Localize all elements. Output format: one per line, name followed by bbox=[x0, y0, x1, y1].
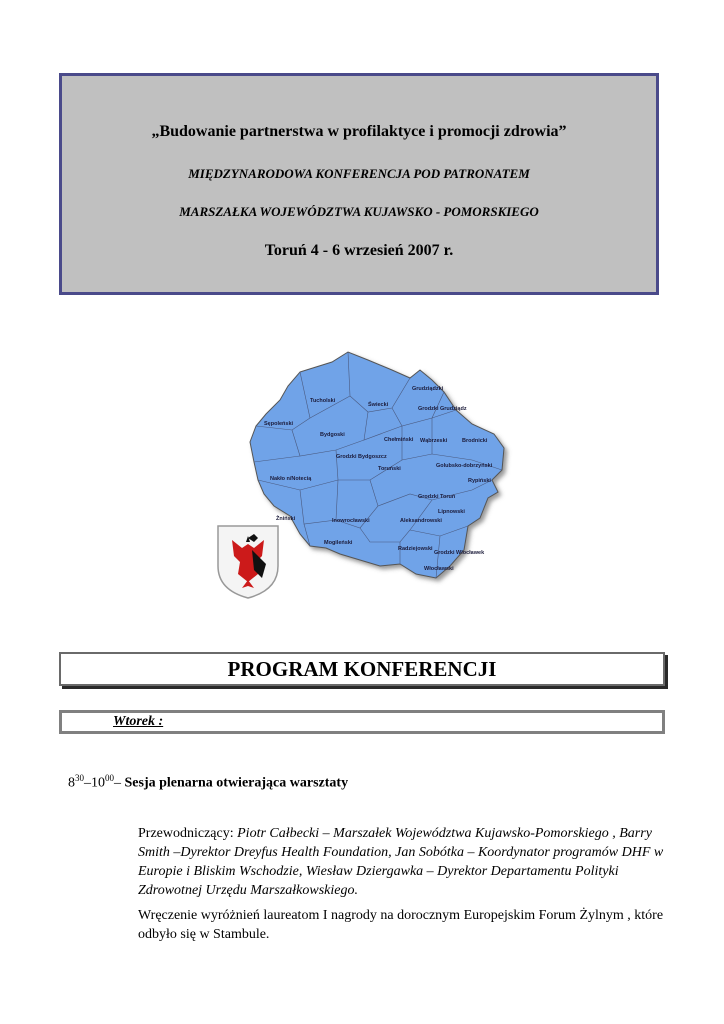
county-label: Lipnowski bbox=[438, 509, 465, 515]
county-label: Grodzki Bydgoszcz bbox=[336, 454, 387, 460]
county-label: Grodzki Toruń bbox=[418, 494, 456, 500]
county-label: Golubsko-dobrzyński bbox=[436, 463, 493, 469]
county-label: Chełmiński bbox=[384, 437, 414, 443]
county-label: Włocławski bbox=[424, 566, 454, 572]
county-label: Grodzki Włocławek bbox=[434, 550, 485, 556]
county-label: Sępoleński bbox=[264, 421, 294, 427]
county-label: Toruński bbox=[378, 466, 401, 472]
day-label: Wtorek : bbox=[113, 714, 164, 729]
session-end-hour: 10 bbox=[91, 775, 105, 791]
county-label: Tucholski bbox=[310, 398, 336, 404]
session-end-minute: 00 bbox=[105, 773, 114, 783]
county-label: Żniński bbox=[276, 516, 296, 522]
session-separator: – bbox=[84, 775, 91, 791]
county-label: Inowrocławski bbox=[332, 518, 370, 524]
county-label: Nakło n/Notecią bbox=[270, 476, 312, 482]
chairs-list: Piotr Całbecki – Marszałek Województwa Kujawsko-Pomorskiego , Barry Smith –Dyrektor Dreyfus Health Foundation, Jan Sobótka – Koordynator programów DHF w Europie i Bliskim Wschodzie, Wiesław Dziergawka – Dyrektor Departamentu Polityki Zdrowotnej Urzędu Marszałkowskiego. bbox=[138, 826, 664, 898]
chairs-lead: Przewodniczący: bbox=[138, 826, 238, 841]
program-heading: PROGRAM KONFERENCJI bbox=[227, 657, 497, 681]
chairs-paragraph bbox=[138, 824, 668, 900]
voivodeship-map bbox=[240, 330, 520, 590]
conference-title: „Budowanie partnerstwa w profilaktyce i promocji zdrowia” bbox=[151, 123, 567, 140]
eagle-crest-icon bbox=[214, 522, 282, 600]
county-label: Grodzki Grudziądz bbox=[418, 406, 467, 412]
session-start-hour: 8 bbox=[68, 775, 75, 791]
county-label: Grudziądzki bbox=[412, 386, 444, 392]
session-line bbox=[68, 773, 348, 792]
session-title: Sesja plenarna otwierająca warsztaty bbox=[124, 775, 349, 791]
patronage-line-1: MIĘDZYNARODOWA KONFERENCJA POD PATRONATEM bbox=[188, 166, 530, 181]
county-label: Świecki bbox=[368, 402, 389, 408]
conference-header-box bbox=[59, 73, 659, 295]
session-start-minute: 30 bbox=[75, 773, 84, 783]
day-header-box bbox=[59, 710, 665, 734]
county-label: Brodnicki bbox=[462, 438, 488, 444]
program-heading-box bbox=[59, 652, 665, 686]
county-label: Rypiński bbox=[468, 478, 491, 484]
county-label: Aleksandrowski bbox=[400, 518, 442, 524]
conference-date: Toruń 4 - 6 wrzesień 2007 r. bbox=[264, 242, 454, 259]
session-dash: – bbox=[114, 775, 125, 791]
county-label: Bydgoski bbox=[320, 432, 345, 438]
county-label: Wąbrzeski bbox=[420, 438, 448, 444]
patronage-line-2: MARSZAŁKA WOJEWÓDZTWA KUJAWSKO - POMORSKIEGO bbox=[179, 204, 539, 219]
awards-paragraph: Wręczenie wyróżnień laureatom I nagrody na dorocznym Europejskim Forum Żylnym , które odbyło się w Stambule. bbox=[138, 908, 664, 942]
county-label: Radziejowski bbox=[398, 546, 433, 552]
county-label: Mogileński bbox=[324, 540, 353, 546]
